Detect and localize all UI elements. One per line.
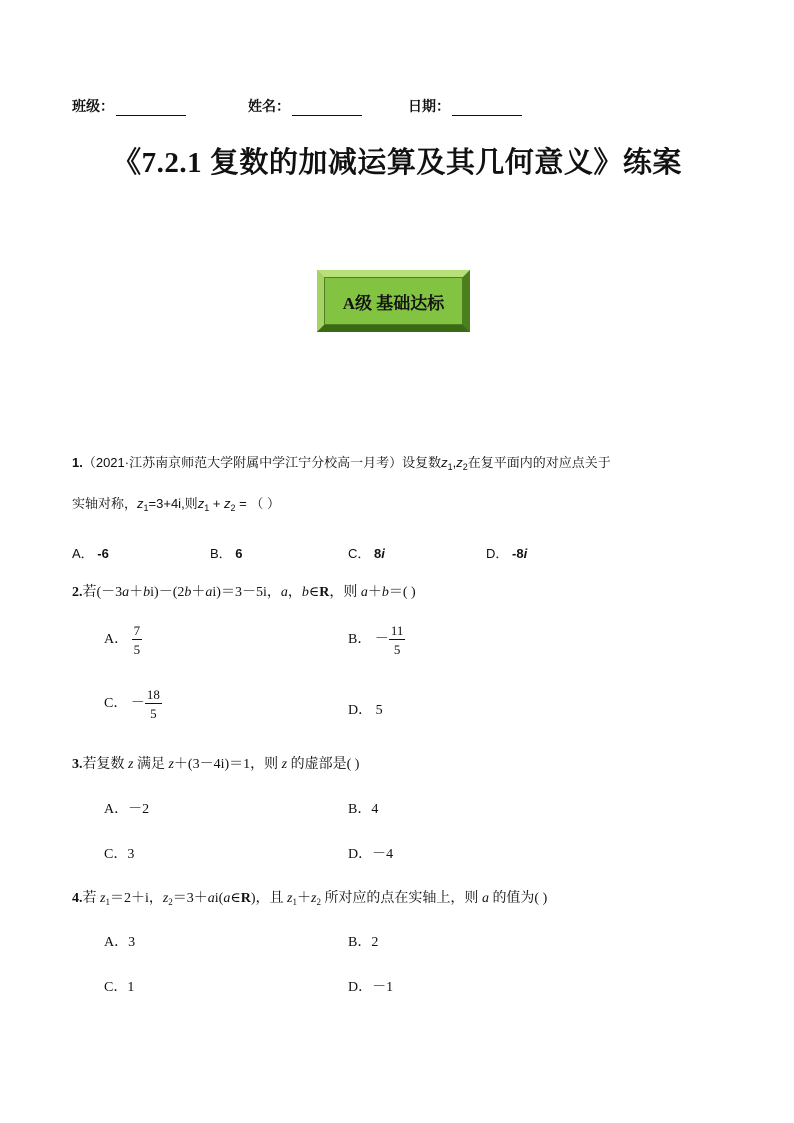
var-b: b <box>143 585 151 600</box>
stem-text: 若复数 <box>82 757 128 772</box>
var-z: z <box>441 455 448 470</box>
q1-option-a[interactable] <box>72 543 109 562</box>
q3-option-d[interactable] <box>348 843 393 863</box>
stem-text: ＋(3－4i)＝1，则 <box>173 757 282 772</box>
stem-text: 满足 <box>133 757 169 772</box>
class-label: 班级： <box>72 100 114 115</box>
answer-blank: ＝( ) <box>388 585 416 600</box>
q3-option-c[interactable] <box>104 843 134 863</box>
subscript: 2 <box>168 897 173 907</box>
question-text: =3+4i,则 <box>148 496 198 511</box>
q2-option-c[interactable] <box>104 688 162 720</box>
denominator: 5 <box>150 706 157 721</box>
comma: , <box>452 455 457 470</box>
page-title: 《7.2.1 复数的加减运算及其几何意义》练案 <box>112 147 682 179</box>
class-blank[interactable] <box>116 99 186 116</box>
q1-option-d[interactable] <box>486 543 527 562</box>
var-z: z <box>281 757 288 772</box>
q3-option-a[interactable] <box>104 798 149 818</box>
stem-text: i( <box>214 891 224 906</box>
question-text: 在复平面内的对应点关于 <box>467 455 611 470</box>
stem-text: ， <box>287 585 302 600</box>
var-z: z <box>224 496 231 511</box>
var-z: z <box>128 757 134 772</box>
q2-option-b[interactable] <box>348 624 405 656</box>
name-blank[interactable] <box>292 99 362 116</box>
var-a: a <box>360 585 368 600</box>
subscript: 2 <box>230 503 236 513</box>
stem-text: i)－(2 <box>150 585 185 600</box>
option-label: B． <box>348 802 372 817</box>
subscript: 1 <box>447 462 453 472</box>
var-z: z <box>456 455 463 470</box>
level-badge <box>317 270 470 332</box>
q4-option-d[interactable] <box>348 976 393 996</box>
option-label: D． <box>348 703 373 718</box>
var-z: z <box>137 496 144 511</box>
var-a: a <box>205 585 213 600</box>
var-a: a <box>481 891 489 906</box>
subscript: 1 <box>143 503 149 513</box>
question-3-stem <box>72 753 359 773</box>
numerator: 11 <box>390 623 404 638</box>
stem-text: ＋ <box>296 891 311 906</box>
question-source: （2021·江苏南京师范大学附属中学江宁分校高一月考）设复数 <box>82 455 442 470</box>
var-b: b <box>184 585 192 600</box>
level-badge-label: A级 基础达标 <box>342 294 445 313</box>
question-number: 2. <box>72 585 83 600</box>
option-value: －1 <box>372 980 394 995</box>
option-value: 3 <box>127 847 135 862</box>
question-number: 3. <box>72 757 83 772</box>
date-field <box>408 96 522 116</box>
var-z: z <box>310 891 317 906</box>
var-b: b <box>301 585 309 600</box>
option-label: B． <box>210 546 232 561</box>
minus-sign: － <box>130 696 145 712</box>
stem-text: i)＝3－5i， <box>212 585 281 600</box>
option-value: 8 <box>374 546 382 561</box>
date-label: 日期： <box>408 100 450 115</box>
var-z: z <box>168 757 174 772</box>
subscript: 1 <box>105 897 110 907</box>
var-a: a <box>207 891 215 906</box>
option-label: B． <box>348 632 372 648</box>
stem-text: )，且 <box>250 891 288 906</box>
subscript: 1 <box>292 897 297 907</box>
answer-blank: = （ ） <box>235 496 280 511</box>
stem-text: 若 <box>82 891 100 906</box>
q2-option-d[interactable] <box>348 699 383 719</box>
denominator: 5 <box>393 642 401 657</box>
student-info-row <box>72 96 732 118</box>
stem-text: ∈ <box>230 891 241 906</box>
option-value: 2 <box>371 935 379 950</box>
option-value: 3 <box>128 935 136 950</box>
option-value: 5 <box>375 703 383 718</box>
class-field <box>72 96 186 116</box>
question-text: 实轴对称， <box>72 496 138 511</box>
option-label: C． <box>104 696 128 712</box>
stem-text: ＋ <box>367 585 382 600</box>
denominator: 5 <box>133 642 141 657</box>
fraction <box>389 624 406 656</box>
option-label: A． <box>72 546 94 561</box>
option-label: A． <box>104 935 129 950</box>
answer-blank: 的值为( ) <box>488 891 548 906</box>
subscript: 2 <box>316 897 321 907</box>
minus-sign: － <box>374 632 389 648</box>
option-value: 4 <box>371 802 379 817</box>
q4-option-a[interactable] <box>104 931 135 951</box>
question-2-stem <box>72 581 416 601</box>
option-suffix: i <box>381 546 385 561</box>
option-value: 6 <box>235 546 243 561</box>
option-value: －2 <box>128 802 150 817</box>
option-value: 1 <box>127 980 135 995</box>
var-b: b <box>381 585 389 600</box>
subscript: 2 <box>462 462 468 472</box>
plus-sign: + <box>209 496 225 511</box>
option-label: C． <box>348 546 371 561</box>
q4-option-b[interactable] <box>348 931 378 951</box>
name-field <box>248 96 362 116</box>
q2-option-a[interactable] <box>104 624 142 656</box>
option-label: D． <box>348 847 373 862</box>
question-number: 1. <box>72 455 83 470</box>
stem-text: ＋ <box>129 585 144 600</box>
option-label: A． <box>104 802 129 817</box>
option-label: D． <box>486 546 509 561</box>
option-value: －4 <box>372 847 394 862</box>
real-set-symbol: R <box>319 585 330 600</box>
question-1-line-1 <box>72 452 611 472</box>
fraction <box>132 624 143 656</box>
fraction <box>145 688 162 720</box>
answer-blank: 的虚部是( ) <box>287 757 360 772</box>
q1-option-c[interactable] <box>348 543 385 562</box>
q3-option-b[interactable] <box>348 798 378 818</box>
var-z: z <box>162 891 169 906</box>
stem-text: 若(－3 <box>82 585 123 600</box>
option-label: C． <box>104 980 128 995</box>
q1-option-b[interactable] <box>210 543 243 562</box>
option-suffix: i <box>523 546 528 561</box>
var-a: a <box>280 585 288 600</box>
numerator: 7 <box>133 623 141 638</box>
option-value: -8 <box>512 546 524 561</box>
question-1-line-2 <box>72 493 280 513</box>
stem-text: ＝3＋ <box>172 891 208 906</box>
var-z: z <box>287 891 293 906</box>
numerator: 18 <box>146 687 160 702</box>
question-4-stem <box>72 887 547 907</box>
option-label: D． <box>348 980 373 995</box>
stem-text: 所对应的点在实轴上，则 <box>320 891 482 906</box>
var-z: z <box>100 891 106 906</box>
stem-text: ，则 <box>329 585 361 600</box>
question-number: 4. <box>72 891 83 906</box>
var-z: z <box>197 496 205 511</box>
subscript: 1 <box>204 503 210 513</box>
date-blank[interactable] <box>452 99 522 116</box>
option-label: A． <box>104 632 129 648</box>
stem-text: ＝2＋i， <box>109 891 163 906</box>
option-value: -6 <box>97 546 109 561</box>
real-set-symbol: R <box>240 891 251 906</box>
option-label: B． <box>348 935 372 950</box>
q4-option-c[interactable] <box>104 976 134 996</box>
name-label: 姓名： <box>248 100 290 115</box>
stem-text: ＋ <box>191 585 206 600</box>
var-a: a <box>223 891 231 906</box>
stem-text: ∈ <box>308 585 320 600</box>
var-a: a <box>122 585 130 600</box>
option-label: C． <box>104 847 128 862</box>
